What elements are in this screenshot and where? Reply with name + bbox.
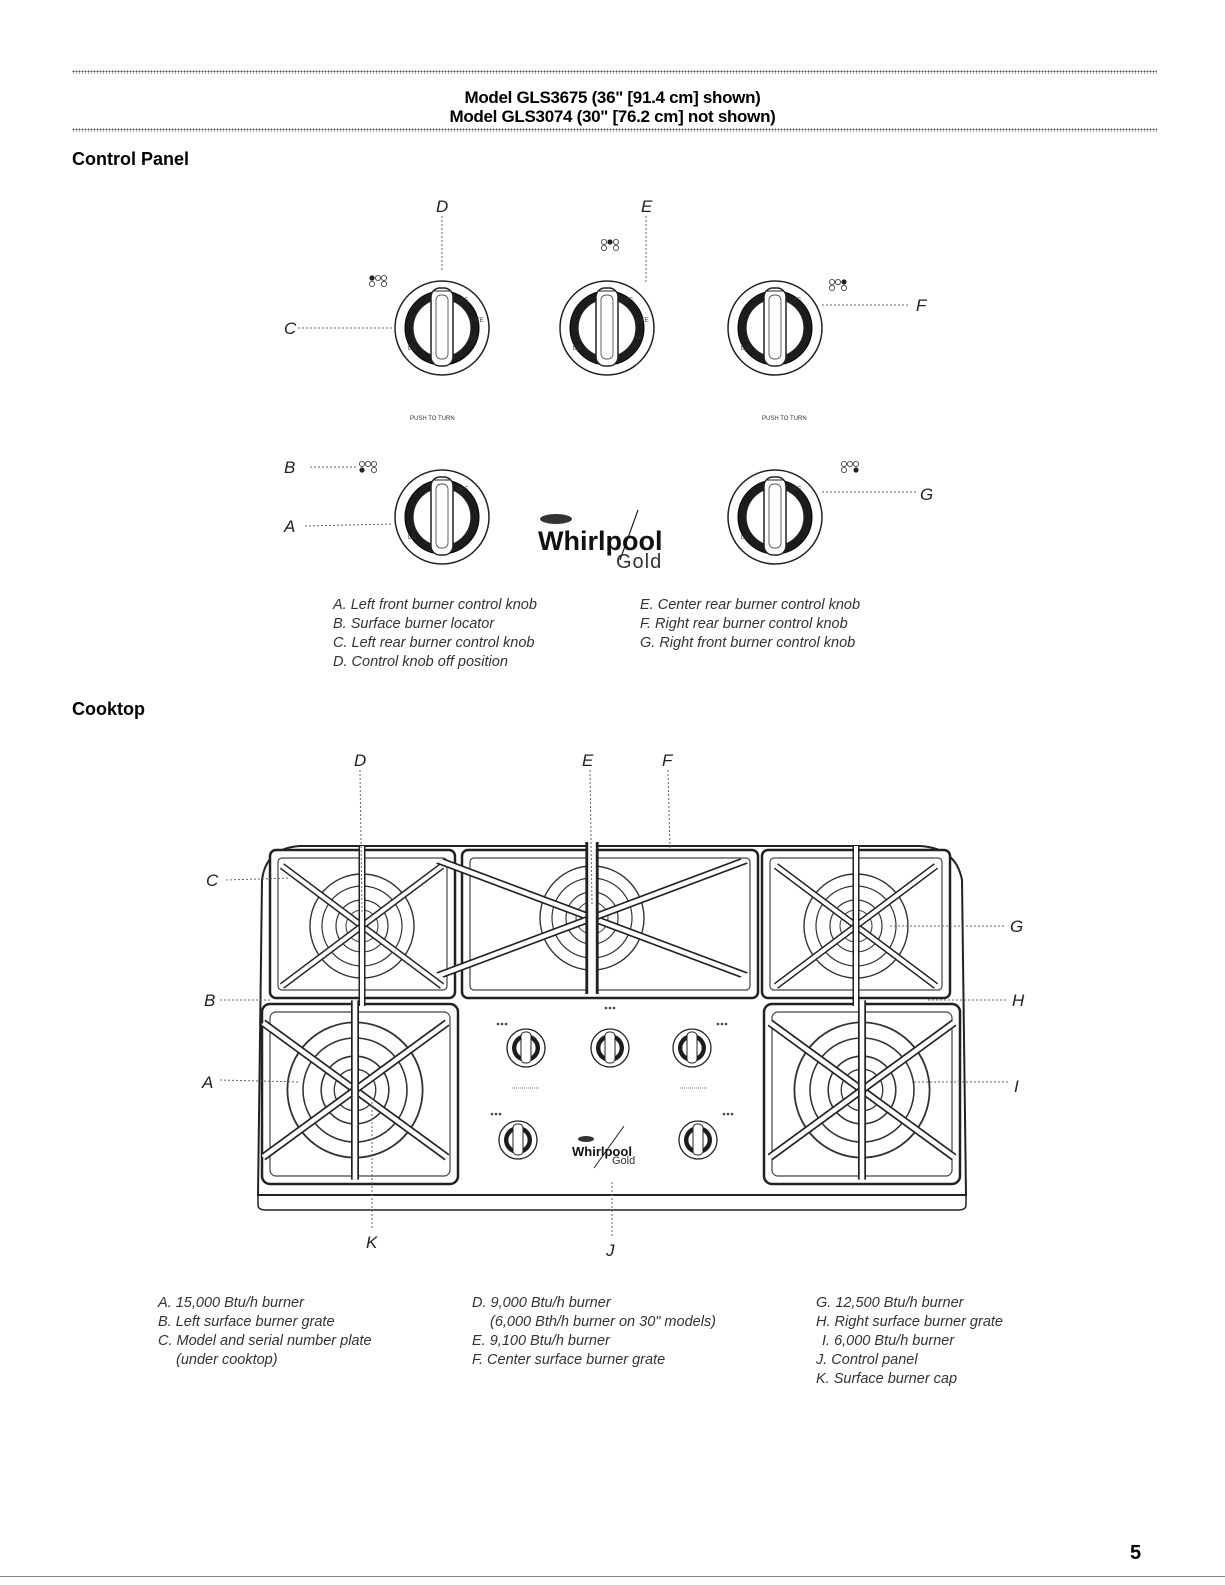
knob-lo-label: LO [408, 346, 417, 352]
legend-item: F. Center surface burner grate [472, 1352, 666, 1368]
callout-e: E [641, 197, 653, 216]
callout-a: A [284, 517, 296, 536]
center-burner-grate [440, 842, 758, 998]
knob-off-label: OFF [456, 298, 468, 304]
cooktop-callout-j: J [606, 1241, 615, 1260]
model-title-36: Model GLS3675 (36" [91.4 cm] shown) [464, 88, 761, 107]
cooktop-callout-a: A [202, 1073, 214, 1092]
left-burner-grate [262, 846, 458, 1184]
whirlpool-gold-logo [538, 510, 662, 573]
burner-locator-icon [841, 461, 858, 472]
legend-item: C. Left rear burner control knob [333, 635, 535, 651]
cooktop-callout-d: D [354, 751, 367, 770]
page-number: 5 [1130, 1542, 1142, 1564]
control-panel-legend-left [333, 596, 537, 672]
cooktop-callout-e: E [582, 751, 594, 770]
right-rear-knob [728, 281, 822, 375]
push-to-turn-label: PUSH TO TURN [410, 416, 455, 422]
callout-d: D [436, 197, 449, 216]
footer-rule [0, 1576, 1225, 1577]
knob-off-label: OFF [456, 487, 468, 493]
knob-icon [679, 1121, 717, 1159]
knob-lite-label: LITE [636, 318, 649, 324]
left-front-knob [395, 470, 489, 564]
legend-item: (under cooktop) [176, 1352, 278, 1368]
cooktop-callout-b: B [204, 991, 216, 1010]
legend-item: D. Control knob off position [333, 654, 508, 670]
burner-locator-icon [601, 239, 618, 250]
model-title-30: Model GLS3074 (30" [76.2 cm] not shown) [449, 107, 776, 126]
legend-item: G. Right front burner control knob [640, 635, 856, 651]
knob-icon [591, 1029, 629, 1067]
knob-icon [673, 1029, 711, 1067]
legend-item: H. Right surface burner grate [816, 1314, 1003, 1330]
knob-off-label: OFF [621, 298, 633, 304]
cooktop-logo-sub: Gold [612, 1155, 636, 1167]
cooktop-callout-i: I [1014, 1077, 1019, 1096]
legend-item: E. Center rear burner control knob [640, 597, 861, 613]
legend-item: F. Right rear burner control knob [640, 616, 848, 632]
knob-lo-label: LO [741, 535, 750, 541]
logo-sub-text: Gold [616, 551, 663, 573]
legend-item: B. Left surface burner grate [158, 1314, 335, 1330]
center-rear-knob [560, 281, 654, 375]
cooktop-callout-k: K [366, 1233, 378, 1252]
knob-icon [507, 1029, 545, 1067]
cooktop-callout-h: H [1012, 991, 1025, 1010]
burner-locator-icon [369, 275, 386, 286]
knob-icon [499, 1121, 537, 1159]
legend-item: C. Model and serial number plate [158, 1333, 372, 1349]
control-panel-diagram [0, 0, 1225, 600]
knob-off-label: OFF [789, 298, 801, 304]
cooktop-heading: Cooktop [72, 699, 145, 719]
cooktop-legend-col2 [472, 1294, 716, 1370]
knob-off-label: OFF [789, 487, 801, 493]
callout-c: C [284, 319, 297, 338]
legend-item: G. 12,500 Btu/h burner [816, 1295, 964, 1311]
legend-item: K. Surface burner cap [816, 1371, 958, 1387]
legend-item: A. Left front burner control knob [333, 597, 537, 613]
knob-lite-label: LITE [471, 318, 484, 324]
cooktop-diagram [0, 740, 1225, 1280]
cooktop-callout-f: F [662, 751, 673, 770]
knob-lo-label: LO [408, 535, 417, 541]
legend-item: (6,000 Bth/h burner on 30" models) [490, 1314, 717, 1330]
right-burner-grate [762, 846, 960, 1184]
logo-brand-text: Whirlpool [538, 526, 663, 556]
cooktop-legend-col3 [816, 1294, 1003, 1389]
callout-f: F [916, 296, 927, 315]
knob-hi-label: HI [471, 336, 477, 342]
cooktop-callout-c: C [206, 871, 219, 890]
legend-item: E. 9,100 Btu/h burner [472, 1333, 610, 1349]
legend-item: I. 6,000 Btu/h burner [822, 1333, 955, 1349]
legend-item: J. Control panel [816, 1352, 918, 1368]
knob-hi-label: HI [636, 336, 642, 342]
knob-lo-label: LO [573, 346, 582, 352]
control-panel-legend-right [640, 596, 860, 653]
control-panel-heading: Control Panel [72, 149, 190, 169]
burner-locator-icon [359, 461, 376, 472]
callout-g: G [920, 485, 934, 504]
knob-lo-label: LO [741, 346, 750, 352]
cooktop-callout-g: G [1010, 917, 1024, 936]
cooktop-legend-col1 [158, 1294, 372, 1370]
cooktop-logo-brand: Whirlpool [572, 1144, 632, 1159]
left-rear-knob [395, 281, 489, 375]
legend-item: D. 9,000 Btu/h burner [472, 1295, 611, 1311]
callout-b: B [284, 458, 296, 477]
legend-item: A. 15,000 Btu/h burner [158, 1295, 304, 1311]
right-front-knob [728, 470, 822, 564]
burner-locator-icon [829, 279, 846, 290]
push-to-turn-label: PUSH TO TURN [762, 416, 807, 422]
legend-item: B. Surface burner locator [333, 616, 495, 632]
